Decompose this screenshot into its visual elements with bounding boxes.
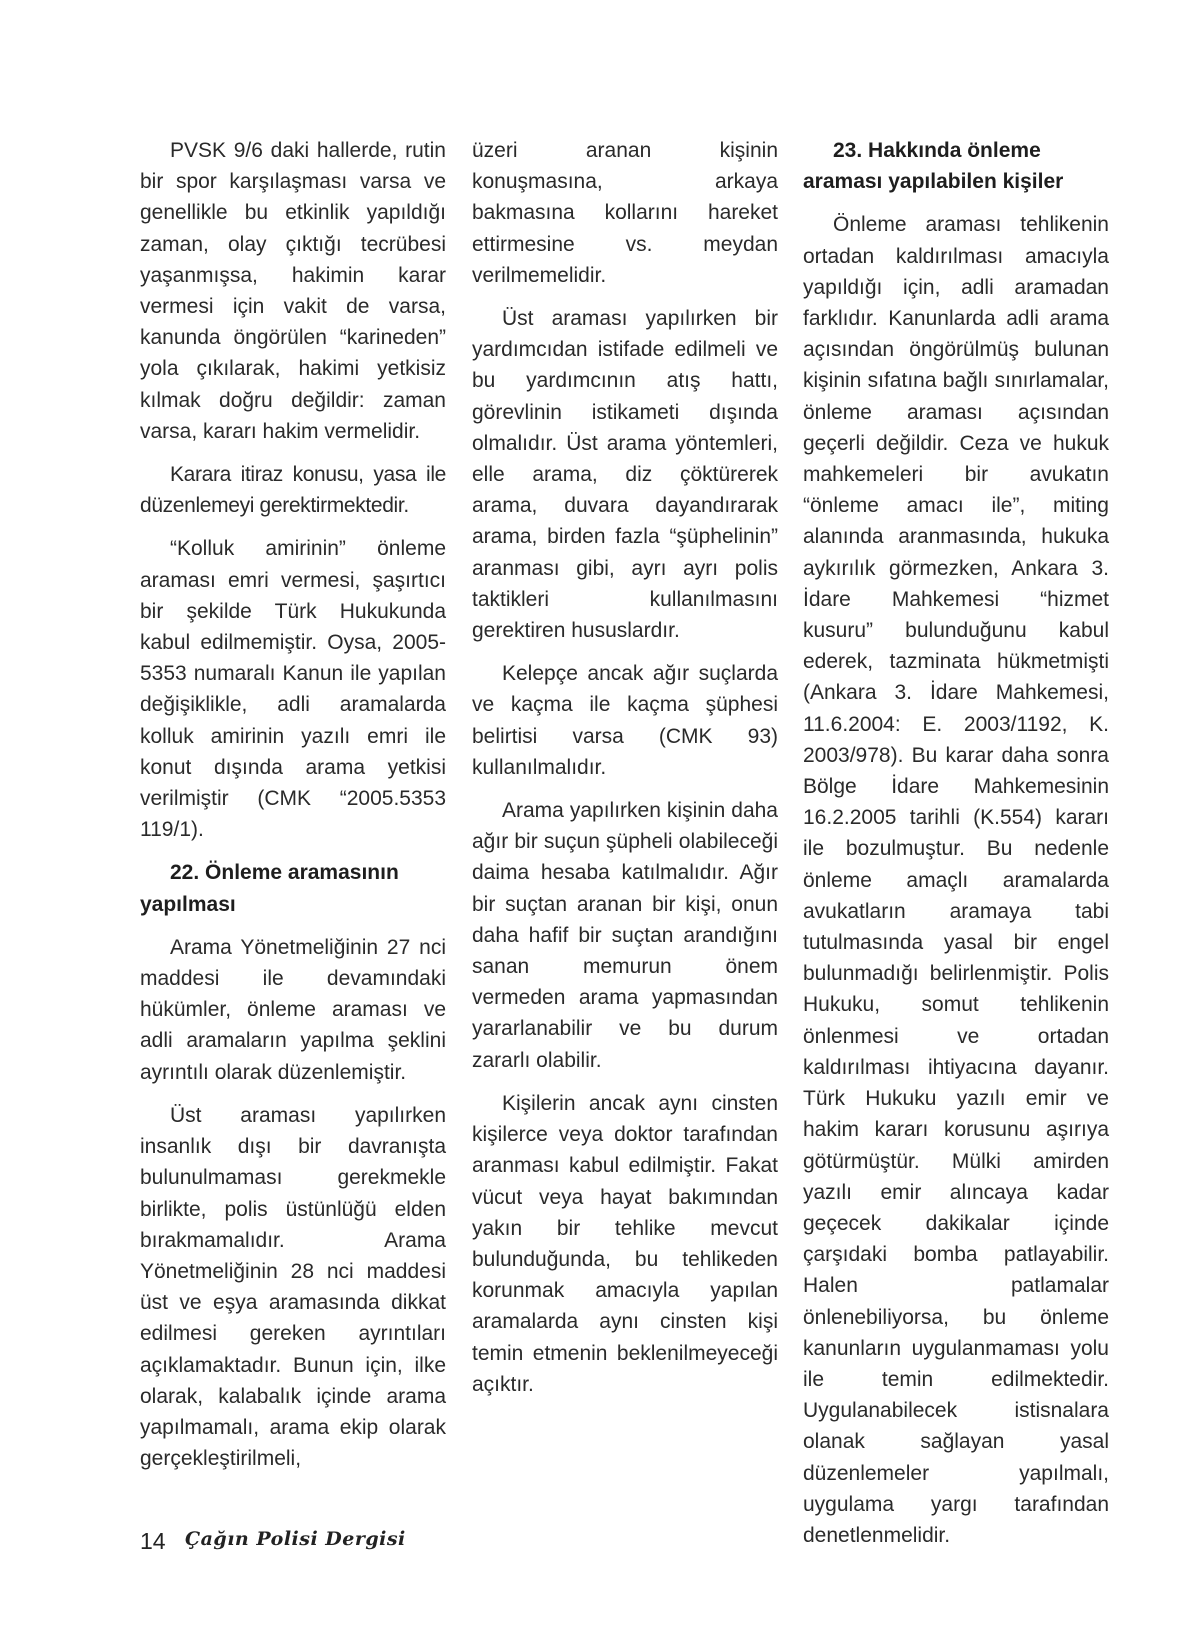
paragraph: üzeri aranan kişinin konuşmasına, arkaya bakmasına kollarını hareket ettirmesine vs. meydan verilmemelidir. — [472, 139, 778, 287]
journal-name: Çağın Polisi Dergisi — [185, 1528, 406, 1550]
page-number: 14 — [140, 1528, 166, 1554]
paragraph: Önleme araması tehlikenin ortadan kaldırılması amacıyla yapıldığı için, adli aramadan farklıdır. Kanunlarda adli arama açısından öngörülmüş bulunan kişinin sıfatına bağlı sınırlamalar, önleme araması açısından geçerli değildir. Ceza ve hukuk mahkemeleri bir avukatın “önleme amacı ile”, miting alanında aranmasında, hukuka aykırılık görmezken, Ankara 3. İdare Mahkemesi “hizmet kusuru” bulunduğunu kabul ederek, tazminata hükmetmişti (Ankara 3. İdare Mahkemesi, 11.6.2004: E. 2003/1192, K. 2003/978). Bu karar daha sonra Bölge İdare Mahkemesinin 16.2.2005 tarihli (K.554) kararı ile bozulmuştur. Bu nedenle önleme amaçlı aramalarda avukatların aramaya tabi tutulmasında yasal bir engel bulunmadığı belirlenmiştir. Polis Hukuku, somut tehlikenin önlenmesi ve ortadan kaldırılması ihtiyacına dayanır. Türk Hukuku yazılı emir ve hakim kararı korusunu aşırıya götürmüştür. Mülki amirden yazılı emir alıncaya kadar geçecek dakikalar içinde çarşıdaki bomba patlayabilir. Halen patlamalar önlenebiliyorsa, bu önleme kanunların uygulanmaması yolu ile temin edilmektedir. Uygulanabilecek istisnalara olanak sağlayan yasal düzenlemeler yapılmalı, uygulama yargı tarafından denetlenmelidir. — [803, 213, 1109, 1547]
paragraph: Karara itiraz konusu, yasa ile düzenlemeyi gerektirmektedir. — [140, 463, 446, 518]
paragraph: Arama yapılırken kişinin daha ağır bir suçun şüpheli olabileceği daima hesaba katılmalıdır. Ağır bir suçtan aranan bir kişi, onun daha hafif bir suçtan arandığını sanan memurun önem vermeden arama yapmasından yararlanabilir ve bu durum zararlı olabilir. — [472, 799, 778, 1072]
text-column-middle — [472, 135, 778, 1412]
section-heading: 22. Önleme aramasının yapılması — [140, 861, 399, 916]
paragraph: Arama Yönetmeliğinin 27 nci maddesi ile devamındaki hükümler, önleme araması ve adli aramaların yapılma şeklini ayrıntılı olarak düzenlemiştir. — [140, 935, 446, 1084]
text-column-right — [803, 135, 1109, 1563]
paragraph: PVSK 9/6 daki hallerde, rutin bir spor karşılaşması varsa ve genellikle bu etkinlik yapıldığı zaman, olay çıktığı tecrübesi yaşanmışsa, hakimin karar vermesi için vakit de varsa, kanunda öngörülen “karineden” yola çıkılarak, hakimi yetkisiz kılmak doğru değildir: zaman varsa, kararı hakim vermelidir. — [140, 139, 446, 443]
section-heading: 23. Hakkında önleme araması yapılabilen kişiler — [803, 139, 1064, 194]
paragraph: “Kolluk amirinin” önleme araması emri vermesi, şaşırtıcı bir şekilde Türk Hukukunda kabul edilmemiştir. Oysa, 2005-5353 numaralı Kanun ile yapılan değişiklikle, adli aramalarda kolluk amirinin yazılı emri ile konut dışında arama yetkisi verilmiştir (CMK “2005.5353 119/1). — [140, 537, 446, 842]
text-column-left — [140, 135, 446, 1486]
paragraph: Kişilerin ancak aynı cinsten kişilerce veya doktor tarafından aranması kabul edilmiştir. Fakat vücut veya hayat bakımından yakın bir tehlike mevcut bulunduğunda, bu tehlikeden korunmak amacıyla yapılan aramalarda aynı cinsten kişi temin etmenin beklenilmeyeceği açıktır. — [472, 1091, 778, 1396]
paragraph: Üst araması yapılırken bir yardımcıdan istifade edilmeli ve bu yardımcının atış hattı, görevlinin istikameti dışında olmalıdır. Üst arama yöntemleri, elle arama, diz çöktürerek arama, duvara dayandırarak arama, birden fazla “şüphelinin” aranması gibi, ayrı ayrı polis taktikleri kullanılmasını gerektiren hususlardır. — [472, 307, 778, 643]
paragraph: Üst araması yapılırken insanlık dışı bir davranışta bulunulmaması gerekmekle birlikte, polis üstünlüğü elden bırakmamalıdır. Arama Yönetmeliğinin 28 nci maddesi üst ve eşya aramasında dikkat edilmesi gereken ayrıntıları açıklamaktadır. Bunun için, ilke olarak, kalabalık içinde arama yapılmamalı, arama ekip olarak gerçekleştirilmeli, — [140, 1103, 446, 1471]
paragraph: Kelepçe ancak ağır suçlarda ve kaçma ile kaçma şüphesi belirtisi varsa (CMK 93) kullanılmalıdır. — [472, 662, 778, 779]
